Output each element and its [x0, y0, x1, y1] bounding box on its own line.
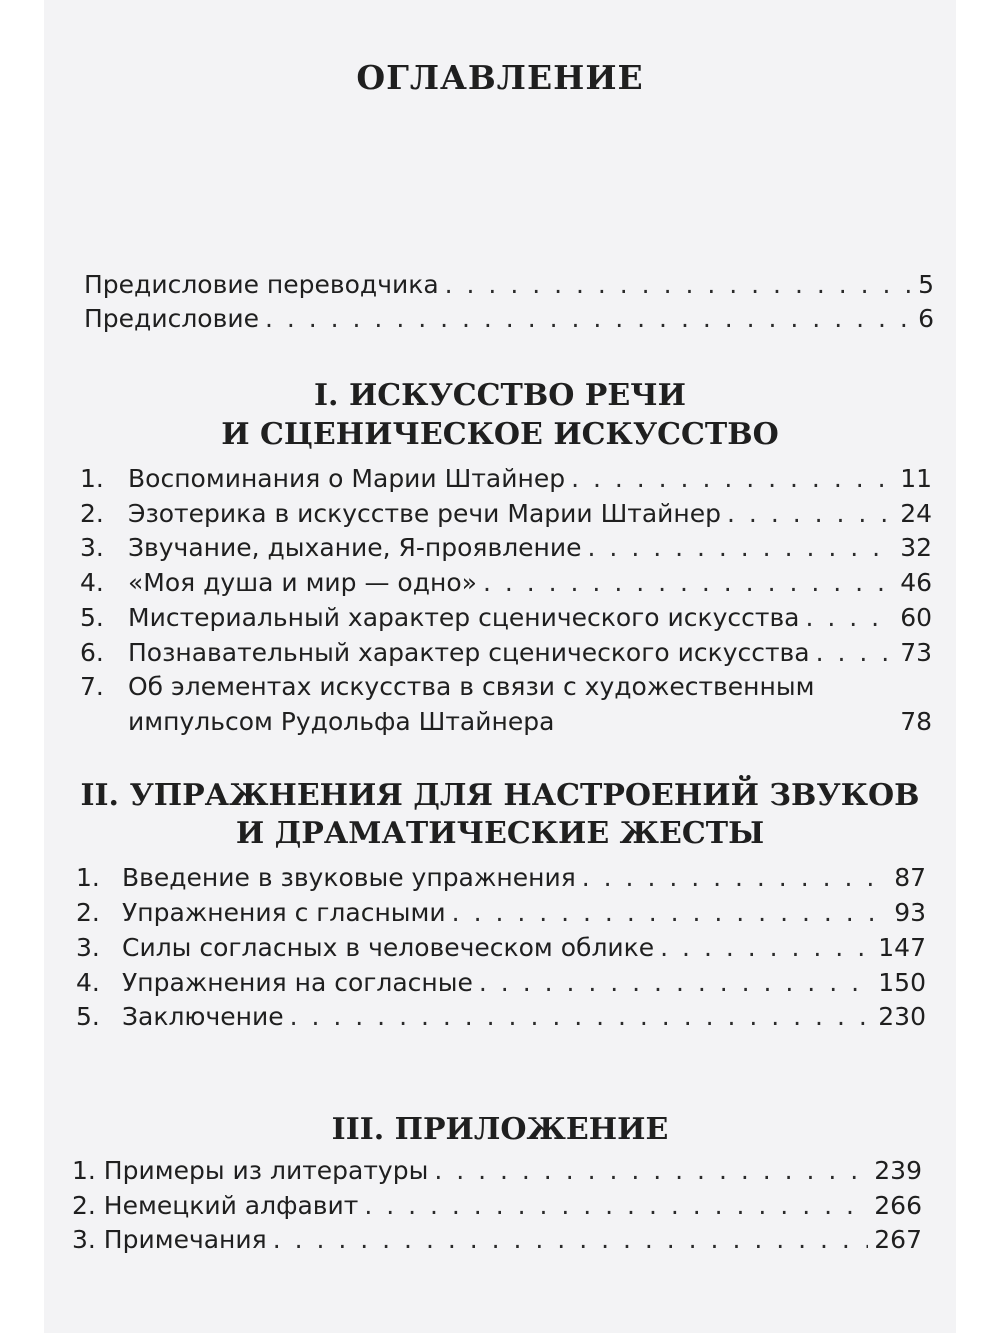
toc-entry-page: 32: [900, 533, 932, 562]
leader-dots: [434, 1154, 868, 1188]
leader-dots: [727, 497, 894, 531]
section-heading: И СЦЕНИЧЕСКОЕ ИСКУССТВО: [221, 417, 779, 452]
leader-dots: [660, 931, 872, 965]
section-heading: I. ИСКУССТВО РЕЧИ: [314, 378, 686, 413]
toc-entry-text: Упражнения на согласные: [122, 968, 473, 997]
toc-entry: [72, 1223, 922, 1257]
toc-entry: [76, 1000, 926, 1034]
toc-entry-number: 1.: [76, 863, 100, 892]
leader-dots: [273, 1223, 869, 1257]
toc-entry-page: 60: [900, 603, 932, 632]
toc-entry-page: 267: [874, 1225, 922, 1254]
toc-entry: [76, 861, 926, 895]
leader-dots: [452, 896, 889, 930]
toc-entry-page: 150: [878, 968, 926, 997]
toc-entry: [80, 462, 932, 496]
toc-entry: [76, 931, 926, 965]
toc-entry-text: Звучание, дыхание, Я-проявление: [128, 533, 582, 562]
leader-dots: [479, 966, 872, 1000]
toc-entry-page: 73: [900, 638, 932, 667]
toc-entry: [80, 670, 932, 704]
toc-entry-number: 4.: [80, 568, 104, 597]
leader-dots: [445, 268, 912, 302]
toc-entry: [72, 1189, 922, 1223]
toc-entry-text: 2. Немецкий алфавит: [72, 1191, 359, 1220]
toc-entry-text: Упражнения с гласными: [122, 898, 446, 927]
toc-entry-text: Силы согласных в человеческом облике: [122, 933, 655, 962]
toc-entry-page: 78: [900, 707, 932, 736]
toc-entry-page: 87: [894, 863, 926, 892]
leader-dots: [571, 462, 894, 496]
toc-entry-page: 147: [878, 933, 926, 962]
toc-entry-page: 266: [874, 1191, 922, 1220]
toc-entry-number: 5.: [80, 603, 104, 632]
toc-entry-text: Воспоминания о Марии Штайнер: [128, 464, 566, 493]
toc-entry-text: Введение в звуковые упражнения: [122, 863, 576, 892]
toc-entry-text: Эзотерика в искусстве речи Марии Штайнер: [128, 499, 722, 528]
toc-entry-number: 7.: [80, 672, 104, 701]
leader-dots: [265, 302, 912, 336]
section-heading: III. ПРИЛОЖЕНИЕ: [331, 1112, 669, 1147]
leader-dots: [582, 861, 888, 895]
leader-dots: [364, 1189, 868, 1223]
page-title: ОГЛАВЛЕНИЕ: [356, 58, 644, 97]
toc-entry-text: Предисловие переводчика: [84, 270, 439, 299]
toc-entry-number: 2.: [76, 898, 100, 927]
leader-dots: [816, 636, 895, 670]
toc-entry-text: 1. Примеры из литературы: [72, 1156, 429, 1185]
toc-entry-text: 3. Примечания: [72, 1225, 267, 1254]
leader-dots: [290, 1000, 873, 1034]
leader-dots: [483, 566, 894, 600]
toc-entry-text: Мистериальный характер сценического искусства: [128, 603, 800, 632]
toc-entry-page: 24: [900, 499, 932, 528]
toc-entry: [72, 1154, 922, 1188]
toc-entry-page: 6: [918, 304, 934, 333]
section-heading: II. УПРАЖНЕНИЯ ДЛЯ НАСТРОЕНИЙ ЗВУКОВ: [80, 778, 920, 813]
toc-entry: [80, 531, 932, 565]
toc-entry: [80, 601, 932, 635]
toc-entry: [76, 896, 926, 930]
toc-entry-number: 5.: [76, 1002, 100, 1031]
toc-entry: [84, 268, 934, 302]
toc-entry-number: 3.: [80, 533, 104, 562]
toc-entry-page: 93: [894, 898, 926, 927]
toc-entry: [80, 566, 932, 600]
leader-dots: [806, 601, 895, 635]
toc-entry-page: 5: [918, 270, 934, 299]
toc-entry: [76, 966, 926, 1000]
toc-entry-number: 3.: [76, 933, 100, 962]
leader-dots: [588, 531, 895, 565]
toc-entry-continuation: [128, 705, 932, 739]
toc-entry-text: Об элементах искусства в связи с художественным: [128, 672, 815, 701]
toc-entry-page: 230: [878, 1002, 926, 1031]
toc-entry-text: импульсом Рудольфа Штайнера: [128, 707, 555, 736]
toc-entry-page: 239: [874, 1156, 922, 1185]
toc-entry-text: Заключение: [122, 1002, 284, 1031]
section-heading: И ДРАМАТИЧЕСКИЕ ЖЕСТЫ: [235, 816, 765, 851]
toc-entry-page: 46: [900, 568, 932, 597]
toc-entry-number: 4.: [76, 968, 100, 997]
toc-entry-number: 1.: [80, 464, 104, 493]
toc-entry: [80, 636, 932, 670]
toc-entry-text: Познавательный характер сценического искусства: [128, 638, 810, 667]
toc-entry-number: 6.: [80, 638, 104, 667]
toc-entry: [84, 302, 934, 336]
toc-entry-page: 11: [900, 464, 932, 493]
toc-entry-text: «Моя душа и мир — одно»: [128, 568, 477, 597]
toc-entry-number: 2.: [80, 499, 104, 528]
toc-entry-text: Предисловие: [84, 304, 259, 333]
toc-entry: [80, 497, 932, 531]
